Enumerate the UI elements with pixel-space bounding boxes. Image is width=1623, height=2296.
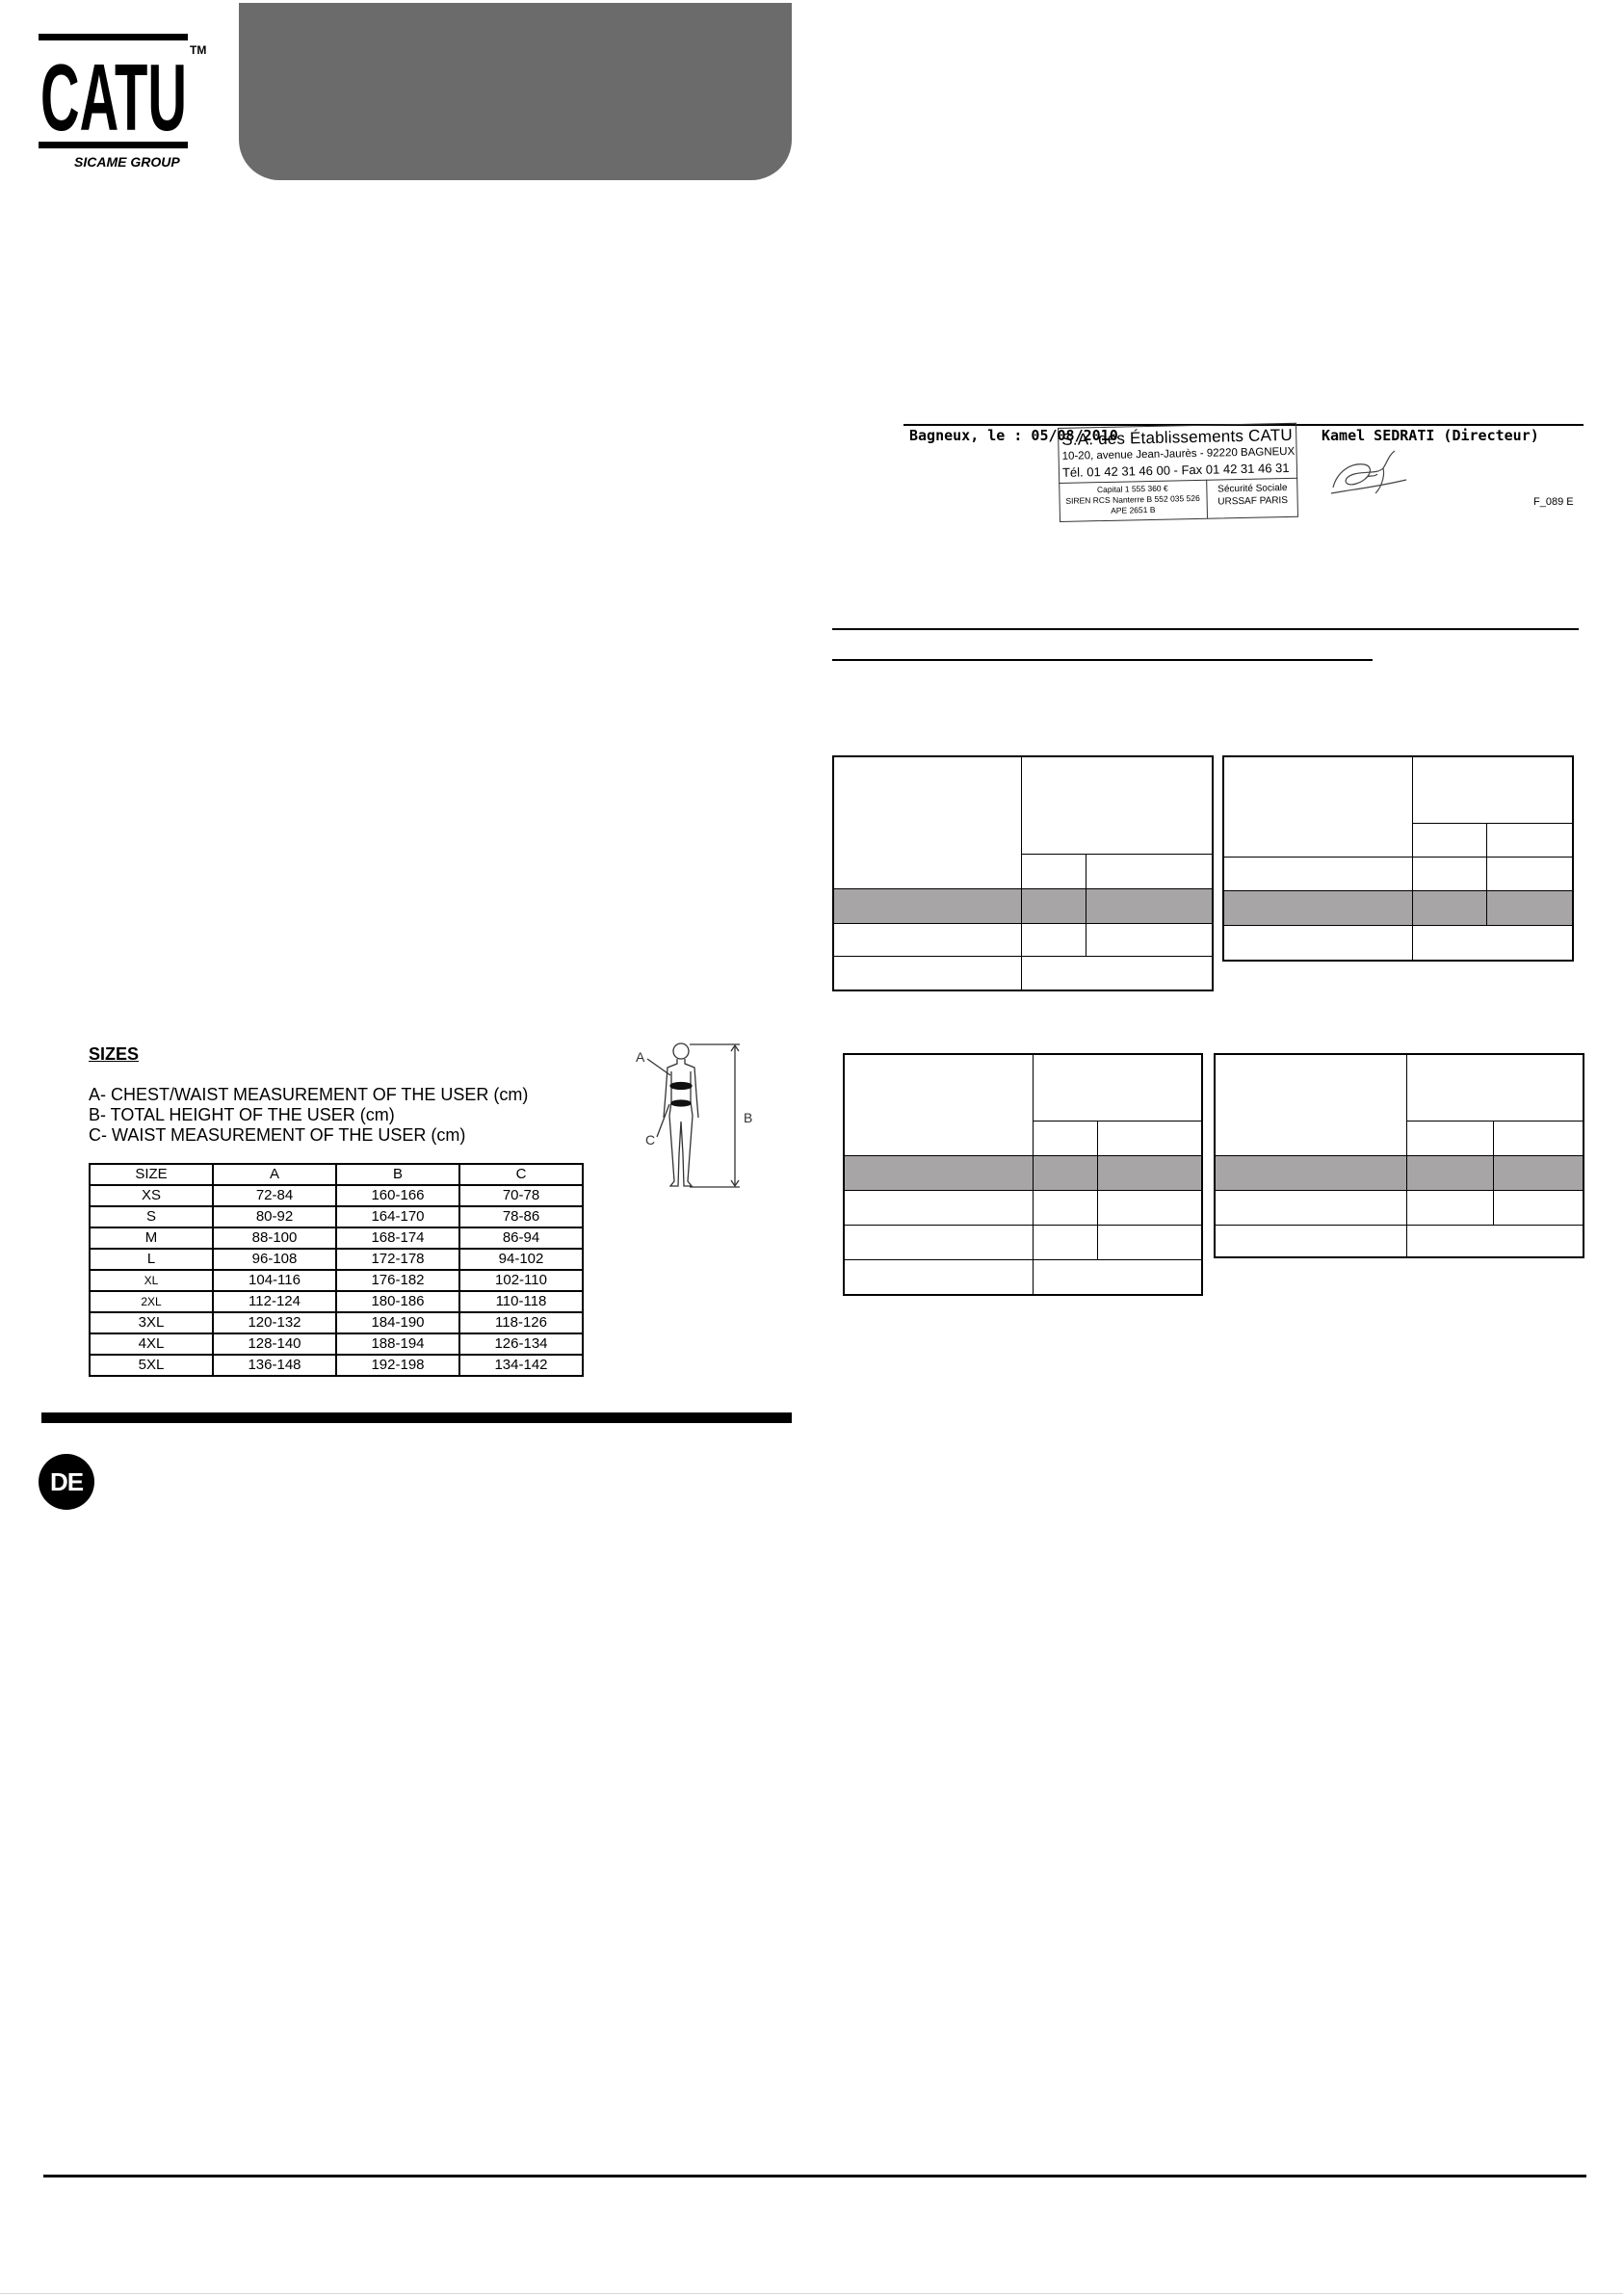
blank-rule	[832, 659, 1373, 661]
cell-a: 104-116	[213, 1270, 336, 1291]
cell-b: 176-182	[336, 1270, 459, 1291]
cell-c: 94-102	[459, 1249, 583, 1270]
sizes-table	[89, 1163, 584, 1377]
cell-size: 5XL	[90, 1355, 213, 1376]
col-header-size: SIZE	[90, 1164, 213, 1185]
cell-size: L	[90, 1249, 213, 1270]
cell-a: 120-132	[213, 1312, 336, 1333]
grid-line	[1406, 1121, 1583, 1122]
sizes-title: SIZES	[89, 1044, 140, 1064]
stamp-ape: APE 2651 B	[1111, 504, 1156, 515]
legend-a: A- CHEST/WAIST MEASUREMENT OF THE USER (cm)	[89, 1085, 529, 1104]
col-header-c: C	[459, 1164, 583, 1185]
grid-line	[1224, 857, 1572, 858]
legend-c: C- WAIST MEASUREMENT OF THE USER (cm)	[89, 1125, 466, 1145]
grid-line	[1412, 757, 1413, 960]
stamp-capital: Capital 1 555 360 €	[1096, 483, 1168, 495]
stamp-social-security: Sécurité Sociale	[1217, 483, 1288, 495]
shaded-row	[845, 1155, 1201, 1190]
grid-line	[1412, 823, 1572, 824]
cell-b: 192-198	[336, 1355, 459, 1376]
legend-b: B- TOTAL HEIGHT OF THE USER (cm)	[89, 1105, 395, 1124]
catu-logo	[39, 34, 207, 173]
grid-line	[834, 956, 1212, 957]
col-header-b: B	[336, 1164, 459, 1185]
grid-line	[834, 923, 1212, 924]
cell-b: 188-194	[336, 1333, 459, 1355]
cell-a: 96-108	[213, 1249, 336, 1270]
figure-label-a: A	[636, 1049, 645, 1065]
grid-line	[1033, 1121, 1201, 1122]
cell-size: XL	[90, 1270, 213, 1291]
stamp-phone: Tél. 01 42 31 46 00 - Fax 01 42 31 46 31	[1061, 460, 1290, 480]
body-measurement-figure	[626, 1035, 761, 1189]
table-row	[90, 1270, 583, 1291]
stamp-urssaf: URSSAF PARIS	[1217, 495, 1289, 508]
logo-brand: CATU	[40, 44, 187, 150]
grid-line	[845, 1225, 1201, 1226]
cell-c: 118-126	[459, 1312, 583, 1333]
logo-group: SICAME GROUP	[74, 154, 180, 170]
cell-size: M	[90, 1227, 213, 1249]
footer-rule	[43, 2175, 1586, 2177]
stamp-siren: SIREN RCS Nanterre B 552 035 526	[1065, 492, 1200, 506]
handwritten-signature	[1327, 445, 1410, 503]
grid-line	[1216, 1225, 1583, 1226]
cell-a: 136-148	[213, 1355, 336, 1376]
shaded-row	[834, 888, 1212, 923]
grid-line	[1224, 890, 1572, 891]
col-header-a: A	[213, 1164, 336, 1185]
cell-c: 70-78	[459, 1185, 583, 1206]
grid-line	[1021, 854, 1212, 855]
header-band	[239, 3, 792, 180]
place-date: Bagneux, le : 05/08/2010	[909, 427, 1118, 444]
grid-line	[834, 888, 1212, 889]
cell-size: S	[90, 1206, 213, 1227]
table-header-row	[90, 1164, 583, 1185]
cell-size: 4XL	[90, 1333, 213, 1355]
cell-b: 160-166	[336, 1185, 459, 1206]
cell-size: 2XL	[90, 1291, 213, 1312]
blank-rule	[832, 628, 1579, 630]
cell-size: 3XL	[90, 1312, 213, 1333]
empty-grid-2	[1222, 755, 1574, 962]
empty-grid-1	[832, 755, 1214, 991]
table-row	[90, 1355, 583, 1376]
cell-c: 126-134	[459, 1333, 583, 1355]
stamp-social	[1208, 482, 1297, 509]
empty-grid-3	[843, 1053, 1203, 1296]
logo-trademark: TM	[190, 43, 207, 57]
cell-c: 86-94	[459, 1227, 583, 1249]
grid-line	[1224, 925, 1572, 926]
table-row	[90, 1312, 583, 1333]
cell-a: 112-124	[213, 1291, 336, 1312]
grid-line	[1493, 1121, 1494, 1225]
grid-line	[845, 1190, 1201, 1191]
table-row	[90, 1291, 583, 1312]
cell-b: 168-174	[336, 1227, 459, 1249]
section-divider	[41, 1412, 792, 1423]
language-badge-de: DE	[39, 1454, 94, 1510]
stamp-address: 10-20, avenue Jean-Jaurès - 92220 BAGNEUX	[1061, 445, 1296, 462]
grid-line	[845, 1259, 1201, 1260]
shaded-row	[1224, 890, 1572, 925]
grid-line	[1216, 1155, 1583, 1156]
grid-line	[845, 1155, 1201, 1156]
cell-c: 78-86	[459, 1206, 583, 1227]
cell-b: 184-190	[336, 1312, 459, 1333]
table-row	[90, 1227, 583, 1249]
table-row	[90, 1206, 583, 1227]
empty-grid-4	[1214, 1053, 1584, 1258]
cell-c: 134-142	[459, 1355, 583, 1376]
table-row	[90, 1249, 583, 1270]
cell-size: XS	[90, 1185, 213, 1206]
grid-line	[1216, 1190, 1583, 1191]
cell-b: 164-170	[336, 1206, 459, 1227]
grid-line	[1021, 757, 1022, 990]
cell-a: 80-92	[213, 1206, 336, 1227]
signatory-name: Kamel SEDRATI (Directeur)	[1322, 427, 1539, 444]
grid-line	[1033, 1055, 1034, 1294]
shaded-row	[1216, 1155, 1583, 1190]
figure-label-c: C	[645, 1132, 656, 1148]
grid-line	[1486, 823, 1487, 925]
cell-b: 180-186	[336, 1291, 459, 1312]
cell-c: 110-118	[459, 1291, 583, 1312]
cell-a: 72-84	[213, 1185, 336, 1206]
page-edge	[0, 2293, 1623, 2294]
table-row	[90, 1185, 583, 1206]
cell-c: 102-110	[459, 1270, 583, 1291]
form-code: F_089 E	[1533, 496, 1574, 508]
table-row	[90, 1333, 583, 1355]
stamp-company: S.A. des Établissements CATU	[1061, 425, 1294, 449]
cell-b: 172-178	[336, 1249, 459, 1270]
cell-a: 128-140	[213, 1333, 336, 1355]
figure-label-b: B	[744, 1110, 753, 1125]
cell-a: 88-100	[213, 1227, 336, 1249]
stamp-registration	[1059, 483, 1207, 517]
